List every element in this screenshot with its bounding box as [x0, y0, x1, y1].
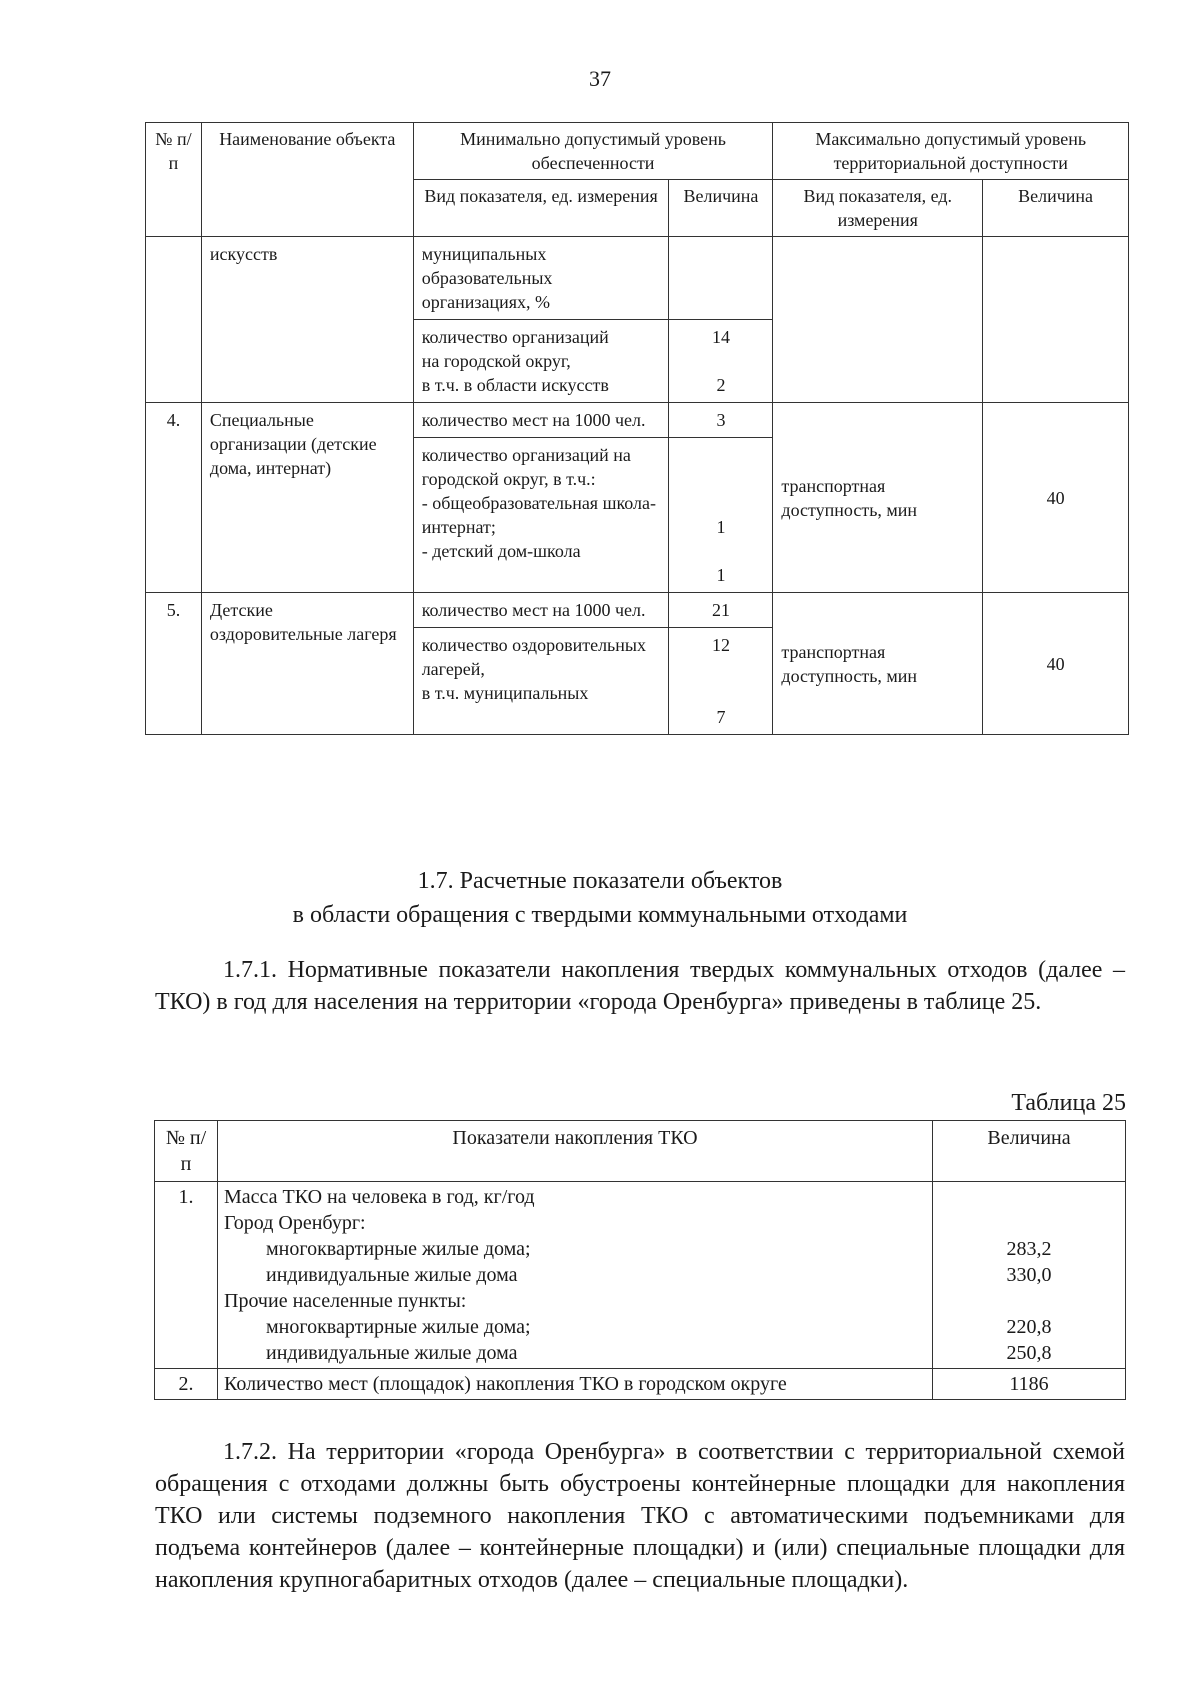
table-row — [155, 1182, 1126, 1369]
row-value: 3 — [669, 403, 773, 438]
row-value: 21 — [669, 593, 773, 628]
row-indicator: количество оздоровительных лагерей, в т.ч. муниципальных — [413, 628, 669, 735]
section-heading-line-2: в области обращения с твердыми коммунальными отходами — [292, 902, 908, 928]
city-ind-value: 330,0 — [1006, 1264, 1052, 1286]
header-indicator: Показатели накопления ТКО — [218, 1121, 933, 1182]
page-number: 37 — [589, 66, 611, 91]
header-indicator-type: Вид показателя, ед. измерения — [413, 180, 669, 237]
row-access — [773, 237, 983, 403]
section-heading — [0, 864, 1200, 932]
row-indicator: муниципальных образовательных организациях, % — [413, 237, 669, 320]
row-indicator: количество мест на 1000 чел. — [413, 403, 669, 438]
row-name: искусств — [201, 237, 413, 403]
header-min-level: Минимально допустимый уровень обеспеченности — [413, 123, 773, 180]
row-value — [933, 1182, 1126, 1369]
row-access: транспортная доступность, мин — [773, 593, 983, 735]
city-multi-label: многоквартирные жилые дома; — [266, 1238, 531, 1260]
header-max-level: Максимально допустимый уровень территориальной доступности — [773, 123, 1129, 180]
table-row — [146, 237, 1129, 320]
other-label: Прочие населенные пункты: — [224, 1290, 467, 1312]
city-label: Город Оренбург: — [224, 1212, 366, 1234]
row-value: 12 7 — [669, 628, 773, 735]
row-access-value — [983, 237, 1129, 403]
row-value: 1 1 — [669, 438, 773, 593]
table-caption: Таблица 25 — [1011, 1090, 1126, 1116]
table-header-row — [146, 123, 1129, 180]
row-value — [669, 237, 773, 320]
row-indicator: количество мест на 1000 чел. — [413, 593, 669, 628]
other-ind-label: индивидуальные жилые дома — [266, 1342, 518, 1364]
table-row — [155, 1369, 1126, 1400]
header-num: № п/п — [146, 123, 202, 237]
row-num: 1. — [155, 1182, 218, 1369]
city-ind-label: индивидуальные жилые дома — [266, 1264, 518, 1286]
row-indicator: количество организаций на городской округ, в т.ч. в области искусств — [413, 320, 669, 403]
row-value: 1186 — [933, 1369, 1126, 1400]
mass-title: Масса ТКО на человека в год, кг/год — [224, 1186, 535, 1208]
row-indicator: количество организаций на городской округ, в т.ч.: - общеобразовательная школа-интернат; - детский дом-школа — [413, 438, 669, 593]
row-access: транспортная доступность, мин — [773, 403, 983, 593]
row-access-value: 40 — [983, 593, 1129, 735]
header-value: Величина — [669, 180, 773, 237]
row-num: 5. — [146, 593, 202, 735]
table-header-row — [155, 1121, 1126, 1182]
other-multi-value: 220,8 — [1006, 1316, 1052, 1338]
other-ind-value: 250,8 — [1006, 1342, 1052, 1364]
row-num: 4. — [146, 403, 202, 593]
header-value-2: Величина — [983, 180, 1129, 237]
row-indicator: Количество мест (площадок) накопления ТКО в городском округе — [218, 1369, 933, 1400]
row-name: Детские оздоровительные лагеря — [201, 593, 413, 735]
table-row — [146, 593, 1129, 628]
header-indicator-type-2: Вид показателя, ед. измерения — [773, 180, 983, 237]
header-value: Величина — [933, 1121, 1126, 1182]
facilities-table — [145, 122, 1129, 735]
row-name: Специальные организации (детские дома, интернат) — [201, 403, 413, 593]
row-value: 14 2 — [669, 320, 773, 403]
header-name: Наименование объекта — [201, 123, 413, 237]
row-num — [146, 237, 202, 403]
tko-table — [154, 1120, 1126, 1400]
row-indicator — [218, 1182, 933, 1369]
paragraph-1-7-1: 1.7.1. Нормативные показатели накопления твердых коммунальных отходов (далее – ТКО) в год для населения на территории «города Оренбурга» приведены в таблице 25. — [155, 957, 1125, 1015]
table-row — [146, 403, 1129, 438]
header-num: № п/п — [155, 1121, 218, 1182]
section-heading-line-1: 1.7. Расчетные показатели объектов — [417, 868, 783, 894]
city-multi-value: 283,2 — [1006, 1238, 1052, 1260]
row-num: 2. — [155, 1369, 218, 1400]
paragraph-1-7-2: 1.7.2. На территории «города Оренбурга» в соответствии с территориальной схемой обращения с отходами должны быть обустроены контейнерные площадки для накопления ТКО или системы подземного накопления ТКО с автоматическими подъемниками для подъема контейнеров (далее – контейнерные площадки) и (или) специальные площадки для накопления крупногабаритных отходов (далее – специальные площадки). — [155, 1439, 1125, 1593]
row-access-value: 40 — [983, 403, 1129, 593]
other-multi-label: многоквартирные жилые дома; — [266, 1316, 531, 1338]
